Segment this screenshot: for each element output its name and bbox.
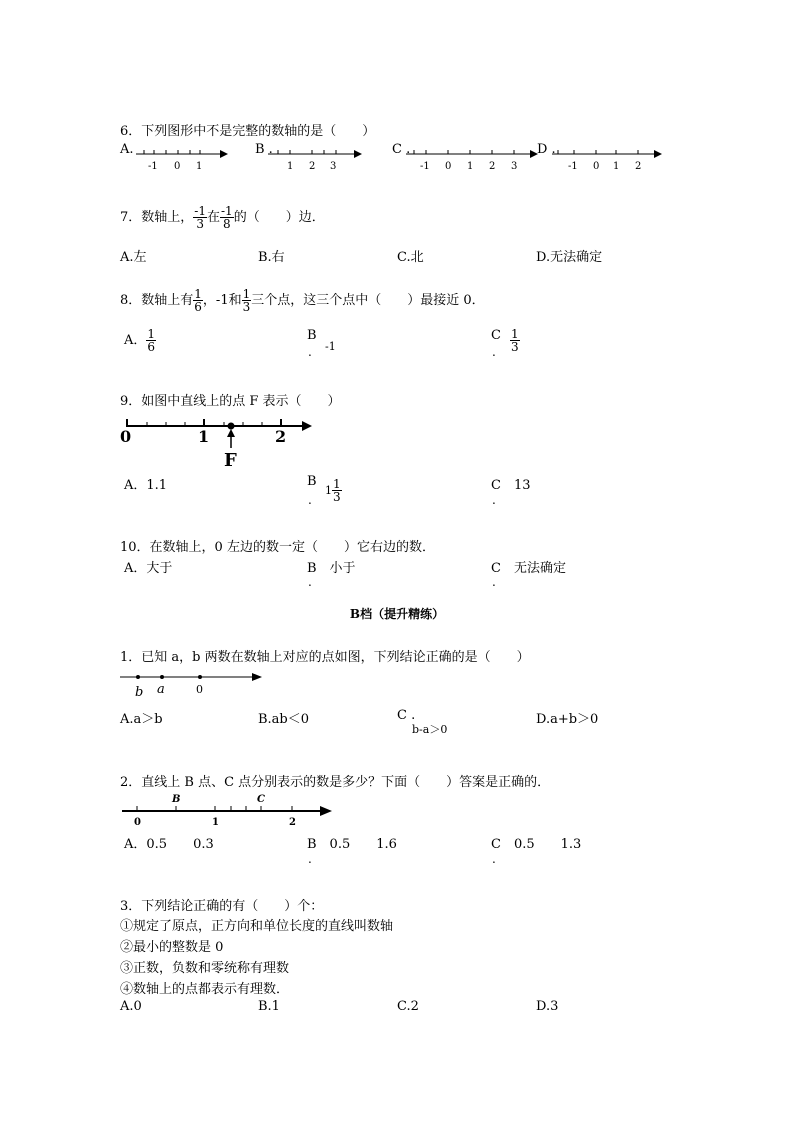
- q8-fraction-2: $\frac{1}{3}$: [242, 287, 251, 314]
- q9-option-a[interactable]: A．1.1: [124, 478, 168, 493]
- tick-label: 1: [613, 161, 620, 172]
- b1-option-a[interactable]: A.a＞b: [120, 712, 163, 727]
- q9-stem: 9．如图中直线上的点 F 表示（ ）: [120, 394, 341, 409]
- q7-stem-pre: 7．数轴上，: [120, 210, 194, 225]
- zero-label: 0: [196, 683, 203, 696]
- tick-label: -1: [568, 161, 578, 172]
- b1-option-c-label[interactable]: C .: [397, 708, 416, 723]
- b2-option-c[interactable]: C 0.5 1.3: [491, 837, 582, 852]
- point-b-label: B: [172, 794, 181, 805]
- tick-label: 0: [593, 161, 600, 172]
- point-b-label: b: [135, 685, 144, 700]
- tick-label: -1: [148, 161, 158, 172]
- q7-fraction-1: $\frac{-1}{3}$: [194, 204, 206, 231]
- b1-option-b[interactable]: B.ab＜0: [258, 712, 310, 727]
- q8-option-b-value: -1: [325, 340, 336, 353]
- b3-item-4: ④数轴上的点都表示有理数．: [120, 982, 290, 997]
- b3-option-b[interactable]: B.1: [258, 999, 280, 1014]
- tick-label: 1: [196, 161, 203, 172]
- axis-label: 0: [134, 817, 141, 828]
- q9-option-c[interactable]: C 13: [491, 478, 531, 493]
- q6-option-a-axis: [134, 146, 229, 174]
- b1-stem: 1．已知 a，b 两数在数轴上对应的点如图，下列结论正确的是（ ）: [120, 650, 530, 665]
- tick-label: 0: [174, 161, 181, 172]
- q6-option-b-axis: [266, 146, 364, 174]
- q9-option-c-dot: .: [492, 493, 496, 507]
- q6-option-b-label: B .: [255, 142, 273, 157]
- q8-fraction-1: $\frac{1}{6}$: [194, 287, 202, 314]
- q8-option-c-label[interactable]: C: [491, 328, 501, 343]
- axis-label: 0: [120, 427, 132, 446]
- q6-option-d-label: D .: [537, 142, 556, 157]
- q6-option-a-label: A.: [120, 142, 134, 157]
- q7-stem-mid: 在: [206, 210, 220, 225]
- axis-label: 2: [275, 427, 287, 446]
- q9-number-line: [118, 410, 318, 472]
- q8-stem: [120, 288, 485, 313]
- point-f: [228, 423, 235, 430]
- b1-option-d[interactable]: D.a+b＞0: [536, 712, 599, 727]
- point-f-label: F: [224, 450, 237, 471]
- b2-number-line: [118, 790, 336, 828]
- q8-option-b-dot: .: [308, 345, 312, 359]
- q8-option-c-dot: .: [492, 345, 496, 359]
- q6-option-c-label: C .: [392, 142, 411, 157]
- q7-option-a[interactable]: A.左: [120, 250, 147, 265]
- b2-option-a[interactable]: A．0.5 0.3: [124, 837, 214, 852]
- b3-item-2: ②最小的整数是 0: [120, 940, 224, 955]
- b1-number-line: [118, 668, 266, 702]
- tick-label: -1: [420, 161, 430, 172]
- tick-label: 2: [635, 161, 642, 172]
- tick-label: 0: [445, 161, 452, 172]
- q6-stem: 6．下列图形中不是完整的数轴的是（ ）: [120, 124, 376, 139]
- q6-option-d-axis: [550, 146, 665, 174]
- q8-stem-mid: ，-1和: [202, 293, 242, 308]
- q8-stem-post: 三个点，这三个点中（ ）最接近 0．: [251, 293, 485, 308]
- q9-option-b-label[interactable]: B: [307, 474, 317, 489]
- q8-option-c-fraction: $\frac{1}{3}$: [511, 327, 519, 354]
- q10-option-a[interactable]: A．大于: [124, 561, 173, 576]
- section-title: B档（提升精练）: [349, 607, 445, 621]
- b2-option-b-dot: .: [308, 852, 312, 866]
- q10-stem: 10．在数轴上，0 左边的数一定（ ）它右边的数．: [120, 540, 435, 555]
- q7-option-b[interactable]: B.右: [258, 250, 285, 265]
- q10-option-c[interactable]: C 无法确定: [491, 561, 566, 576]
- b3-option-d[interactable]: D.3: [536, 999, 559, 1014]
- q7-fraction-2: $\frac{-1}{8}$: [221, 204, 233, 231]
- q9-option-b-mixed-number: 1 $\frac{1}{3}$: [325, 477, 341, 504]
- tick-label: 1: [467, 161, 474, 172]
- q10-option-b-dot: .: [308, 575, 312, 589]
- q9-option-b-dot: .: [308, 493, 312, 507]
- tick-label: 3: [330, 161, 337, 172]
- b3-option-c[interactable]: C.2: [397, 999, 419, 1014]
- b2-stem: 2．直线上 B 点、C 点分别表示的数是多少？下面（ ）答案是正确的．: [120, 775, 551, 790]
- tick-label: 1: [287, 161, 294, 172]
- tick-label: 2: [489, 161, 496, 172]
- q8-option-a-fraction: $\frac{1}{6}$: [147, 327, 156, 354]
- q7-option-c[interactable]: C.北: [397, 250, 424, 265]
- q7-stem: [120, 205, 325, 230]
- axis-label: 1: [198, 427, 210, 446]
- q8-option-a[interactable]: A． $\frac{1}{6}$: [124, 327, 156, 354]
- point-c-label: C: [257, 794, 265, 805]
- b2-option-c-dot: .: [492, 852, 496, 866]
- tick-label: 2: [309, 161, 316, 172]
- b3-item-1: ①规定了原点，正方向和单位长度的直线叫数轴: [120, 919, 394, 934]
- axis-label: 2: [289, 817, 296, 828]
- point-a-label: a: [157, 682, 165, 697]
- b3-option-a[interactable]: A.0: [120, 999, 142, 1014]
- q6-option-c-axis: [404, 146, 539, 174]
- b2-option-b[interactable]: B 0.5 1.6: [307, 837, 397, 852]
- q7-stem-post: 的（ ）边．: [233, 210, 325, 225]
- q10-option-b[interactable]: B 小于: [307, 561, 356, 576]
- b3-stem: 3．下列结论正确的有（ ）个：: [120, 899, 324, 914]
- axis-label: 1: [212, 817, 219, 828]
- b1-option-c-value: b-a＞0: [412, 723, 448, 736]
- tick-label: 3: [511, 161, 518, 172]
- q7-option-d[interactable]: D.无法确定: [536, 250, 603, 265]
- q8-stem-pre: 8．数轴上有: [120, 293, 194, 308]
- q10-option-c-dot: .: [492, 575, 496, 589]
- b3-item-3: ③正数，负数和零统称有理数: [120, 961, 290, 976]
- q8-option-b-label[interactable]: B: [307, 328, 317, 343]
